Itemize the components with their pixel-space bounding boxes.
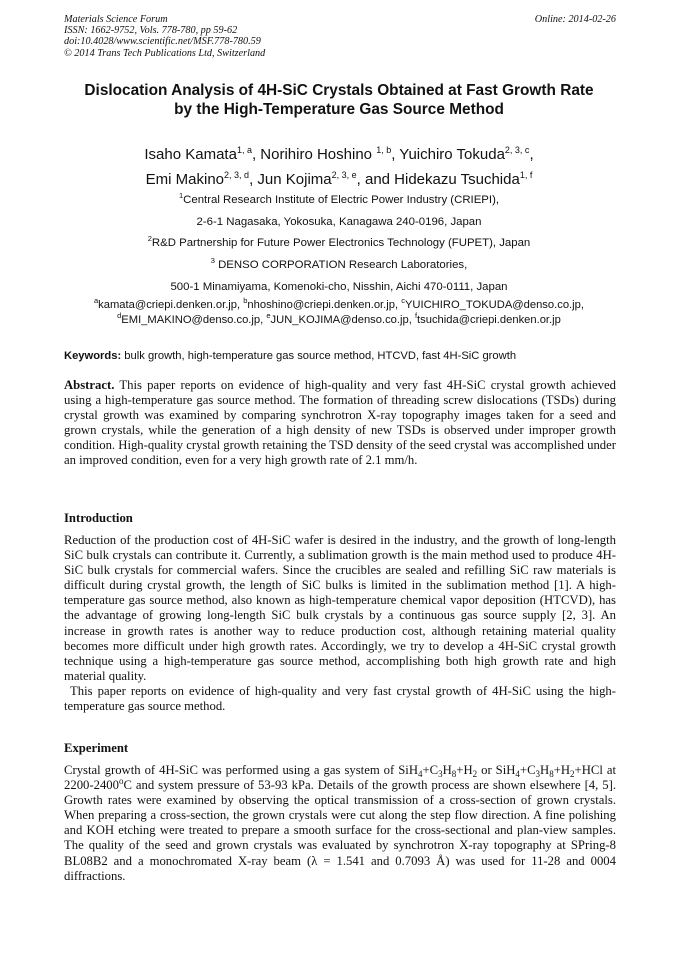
email-mark: f bbox=[414, 310, 418, 320]
affiliation-3-address: 500-1 Minamiyama, Komenoki-cho, Nisshin, Aichi 470-0111, Japan bbox=[170, 280, 508, 293]
subscript: 8 bbox=[451, 769, 457, 779]
email-mark: d bbox=[117, 310, 122, 320]
title-line-2: by the High-Temperature Gas Source Method bbox=[174, 101, 504, 118]
affiliation-1 bbox=[40, 190, 638, 212]
online-date: Online: 2014-02-26 bbox=[534, 14, 616, 25]
email-line-2 bbox=[40, 310, 638, 328]
subscript: 8 bbox=[549, 769, 554, 779]
author-affil-mark: 2, 3, d bbox=[224, 170, 250, 180]
subscript: 4 bbox=[515, 769, 520, 779]
title-line-1: Dislocation Analysis of 4H-SiC Crystals Obtained at Fast Growth Rate bbox=[84, 82, 594, 99]
journal-issn: ISSN: 1662-9752, Vols. 778-780, pp 59-62 bbox=[64, 25, 238, 37]
experiment-heading: Experiment bbox=[64, 741, 129, 755]
affil-number: 2 bbox=[147, 234, 152, 244]
email-address: nhoshino@criepi.denken.or.jp, bbox=[247, 299, 402, 311]
email-address: kamata@criepi.denken.or.jp, bbox=[98, 299, 244, 311]
intro-paragraph-1: Reduction of the production cost of 4H-SiC wafer is desired in the industry, and the growth of long-length SiC bulk crystals can contribute it. Currently, a sublimation growth is the main method used to produce 4H-SiC bulk crystals for commercial wafers. Since the crucibles are sealed and refilling SiC raw materials is difficult during crystal growth, the length of SiC bulks is limited in the sublimation method [1]. A high-temperature gas source method, also known as high-temperature chemical vapor deposition (HTCVD), has the advantage of growing long-length SiC bulk crystals by a continuous gas source supply [2, 3]. An increase in growth rates is another way to reduce production cost, although retaining material quality becomes more difficult under high growth rates. Accordingly, we try to develop a 4H-SiC crystal growth technique using a high-temperature gas source method, accomplishing both high growth rate and high material quality. bbox=[64, 533, 616, 683]
text-run: +HCl at 2200-2400 bbox=[64, 763, 616, 793]
journal-doi: doi:10.4028/www.scientific.net/MSF.778-780.59 bbox=[64, 36, 261, 48]
email-line-1 bbox=[40, 298, 638, 313]
affiliation-3 bbox=[40, 255, 638, 277]
affil-number: 1 bbox=[178, 191, 184, 200]
affiliation-2 bbox=[40, 233, 638, 255]
text-run: Crystal growth of 4H-SiC was performed using a gas system of SiH bbox=[64, 763, 418, 777]
abstract-label: Abstract. bbox=[64, 378, 115, 392]
text-run: +H bbox=[456, 763, 473, 777]
text-run: +C bbox=[422, 763, 439, 777]
abstract bbox=[64, 378, 616, 469]
text-run: or SiH bbox=[477, 763, 516, 777]
email-mark: c bbox=[401, 296, 405, 305]
text-run: C and system pressure of 53-93 kPa. Details of the growth process are shown elsewhere [4, 5]. Growth rates were examined by observing the optical transmission of a cross-section of grown crystals. When preparing a cross-section, the grown crystals were cut along the step flow direction. A fine polishing and KOH etching were treated to prepare a smooth surface for the cross-sectional and plan-view samples. The quality of the seed and grown crystals was evaluated by synchrotron X-ray topography at SPring-8 BL08B2 and a monochromated X-ray beam (λ = 1.541 and 0.7093 Å) was used for 11-28 and 0004 diffractions. bbox=[64, 778, 616, 883]
author-affil-mark: 1, f bbox=[519, 170, 533, 180]
text-run: +C bbox=[519, 763, 536, 777]
abstract-text: This paper reports on evidence of high-quality and very fast 4H-SiC crystal growth achieved using a high-temperature gas source method. The formation of threading screw dislocations (TSDs) during crystal growth was examined by comparing synchrotron X-ray topography images taken for a seed and grown crystals, while the generation of a high density of new TSDs is observed under improper growth condition. High-quality crystal growth retaining the TSD density of the seed crystal was accomplished under an improved condition, even for a very high growth rate of 2.1 mm/h. bbox=[64, 378, 616, 468]
paper-title bbox=[40, 81, 638, 119]
author-name: Isaho Kamata bbox=[144, 146, 237, 163]
author-name: Hidekazu Tsuchida bbox=[394, 171, 520, 188]
experiment-body bbox=[64, 763, 616, 884]
author-name: Norihiro Hoshino bbox=[260, 146, 377, 163]
affiliations bbox=[40, 190, 638, 299]
journal-header bbox=[64, 14, 616, 59]
subscript: 2 bbox=[472, 769, 478, 779]
subscript: 2 bbox=[570, 769, 575, 779]
subscript: 3 bbox=[438, 769, 443, 779]
email-address: JUN_KOJIMA@denso.co.jp, bbox=[270, 313, 415, 326]
email-mark: b bbox=[243, 296, 248, 305]
journal-name: Materials Science Forum bbox=[64, 14, 168, 25]
subscript: 4 bbox=[418, 769, 423, 779]
affiliation-1-address: 2-6-1 Nagasaka, Yokosuka, Kanagawa 240-0196, Japan bbox=[196, 215, 482, 228]
keywords-text: bulk growth, high-temperature gas source method, HTCVD, fast 4H-SiC growth bbox=[121, 350, 517, 362]
email-address: EMI_MAKINO@denso.co.jp, bbox=[121, 313, 267, 326]
journal-copyright: © 2014 Trans Tech Publications Ltd, Switzerland bbox=[64, 47, 266, 59]
text-run: H bbox=[442, 763, 452, 777]
author-emails bbox=[40, 298, 638, 327]
email-mark: a bbox=[94, 296, 99, 305]
author-name: Emi Makino bbox=[145, 171, 225, 188]
author-name: Yuichiro Tokuda bbox=[399, 146, 505, 163]
author-affil-mark: 2, 3, c bbox=[504, 145, 530, 155]
author-line-2: Emi Makino$^{2, 3, d}$, Jun Kojima$^{2, 3, e}$, and Hidekazu Tsuchida$^{1, f}$ bbox=[145, 170, 533, 188]
email-address: YUICHIRO_TOKUDA@denso.co.jp, bbox=[404, 299, 584, 311]
superscript: o bbox=[118, 776, 124, 787]
introduction-body bbox=[64, 533, 616, 714]
affil-number: 3 bbox=[210, 256, 215, 266]
subscript: 3 bbox=[535, 769, 541, 779]
keywords-label: Keywords: bbox=[64, 350, 122, 362]
author-name: Jun Kojima bbox=[257, 171, 332, 188]
affil-text: R&D Partnership for Future Power Electronics Technology (FUPET), Japan bbox=[151, 237, 531, 250]
author-line-1: Isaho Kamata$^{1, a}$, Norihiro Hoshino $^{1, b}$, Yuichiro Tokuda$^{2, 3, c}$, bbox=[144, 145, 534, 163]
author-affil-mark: 2, 3, e bbox=[331, 170, 357, 180]
author-affil-mark: 1, a bbox=[236, 145, 252, 155]
email-mark: e bbox=[266, 310, 271, 320]
affil-text: Central Research Institute of Electric Power Industry (CRIEPI), bbox=[183, 194, 500, 206]
introduction-heading: Introduction bbox=[64, 511, 133, 525]
email-address: tsuchida@criepi.denken.or.jp bbox=[417, 313, 561, 326]
experiment-paragraph-1 bbox=[64, 763, 616, 884]
affil-text: DENSO CORPORATION Research Laboratories, bbox=[214, 259, 468, 272]
keywords bbox=[64, 349, 624, 363]
text-run: H bbox=[540, 763, 550, 777]
author-affil-mark: 1, b bbox=[376, 145, 392, 155]
intro-paragraph-2: This paper reports on evidence of high-quality and very fast crystal growth of 4H-SiC using the high-temperature gas source method. bbox=[64, 683, 616, 714]
text-run: +H bbox=[553, 763, 571, 777]
author-list bbox=[40, 142, 638, 192]
